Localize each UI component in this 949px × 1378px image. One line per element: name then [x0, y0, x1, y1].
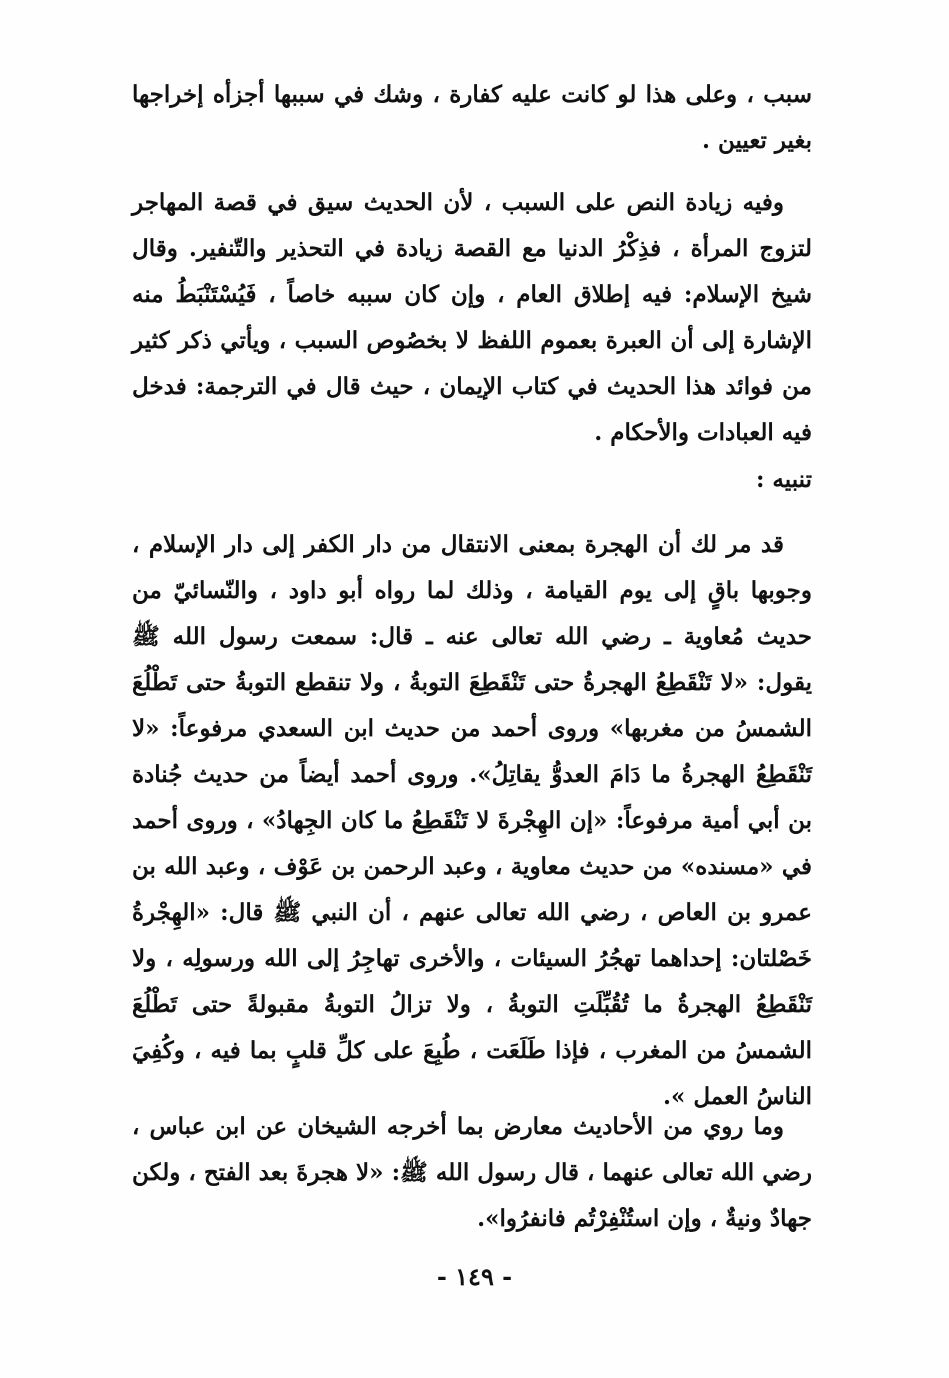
paragraph-text: وما روي من الأحاديث معارض بما أخرجه الشيخان عن ابن عباس ، رضي الله تعالى عنهما ، قال رسول الله ﷺ: «لا هجرةَ بعد الفتح ، ولكن جهادٌ ونيةٌ ، وإن استُنْفِرْتُم فانفرُوا».: [132, 1113, 812, 1232]
paragraph-muarid: [132, 1104, 812, 1242]
paragraph-text: قد مر لك أن الهجرة بمعنى الانتقال من دار الكفر إلى دار الإسلام ، وجوبها باقٍ إلى يوم القيامة ، وذلك لما رواه أبو داود ، والنّسائيّ من حديث مُعاوية ـ رضي الله تعالى عنه ـ قال: سمعت رسول الله ﷺ يقول: «لا تَنْقَطِعُ الهجرةُ حتى تَنْقَطِعَ التوبةُ ، ولا تنقطع التوبةُ حتى تَطْلُعَ الشمسُ من مغربها» وروى أحمد من حديث ابن السعدي مرفوعاً: «لا تَنْقَطِعُ الهجرةُ ما دَامَ العدوُّ يقاتِلُ». وروى أحمد أيضاً من حديث جُنادة بن أبي أمية مرفوعاً: «إن الهِجْرةَ لا تَنْقَطِعُ ما كان الجِهادُ» ، وروى أحمد في «مسنده» من حديث معاوية ، وعبد الرحمن بن عَوْف ، وعبد الله بن عمرو بن العاص ، رضي الله تعالى عنهم ، أن النبي ﷺ قال: «الهِجْرةُ خَصْلتان: إحداهما تهجُرُ السيئات ، والأخرى تهاجِرُ إلى الله ورسولِه ، ولا تَنْقَطِعُ الهجرةُ ما تُقُبِّلَتِ التوبةُ ، ولا تزالُ التوبةُ مقبولةً حتى تَطْلُعَ الشمسُ من المغرب ، فإذا طَلَعَت ، طُبِعَ على كلِّ قلبٍ بما فيه ، وكُفِيَ الناسُ العمل ».: [132, 531, 812, 1110]
paragraph-text: سبب ، وعلى هذا لو كانت عليه كفارة ، وشك في سببها أجزأه إخراجها بغير تعيين .: [132, 81, 812, 154]
paragraph-hijra: [132, 522, 812, 1120]
paragraph-continuation: [132, 72, 812, 164]
paragraph-text: وفيه زيادة النص على السبب ، لأن الحديث سيق في قصة المهاجر لتزوج المرأة ، فذِكْرُ الدنيا مع القصة زيادة في التحذير والتّنفير. وقال شيخ الإسلام: فيه إطلاق العام ، وإن كان سببه خاصاً ، فَيُسْتَنْبَطُ منه الإشارة إلى أن العبرة بعموم اللفظ لا بخصُوص السبب ، ويأتي ذكر كثير من فوائد هذا الحديث في كتاب الإيمان ، حيث قال في الترجمة: فدخل فيه العبادات والأحكام .: [132, 189, 812, 446]
section-heading: تنبيه :: [755, 466, 812, 493]
paragraph-nass-zyada: [132, 180, 812, 456]
page-number: - ١٤٩ -: [436, 1262, 513, 1291]
